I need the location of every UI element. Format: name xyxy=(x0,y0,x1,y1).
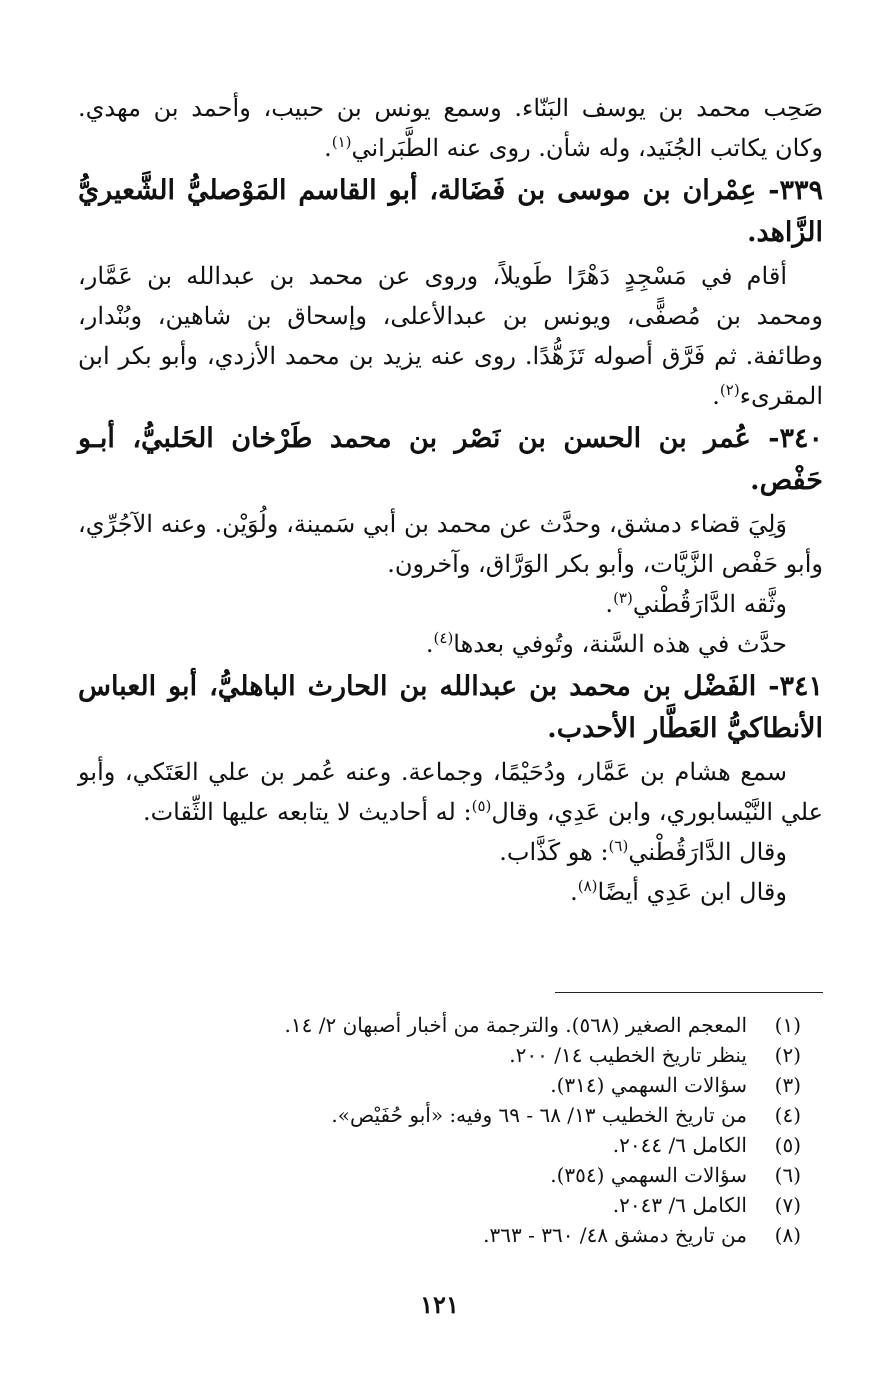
footnote-ref[interactable]: (٣) xyxy=(613,589,633,607)
footnotes xyxy=(101,1010,801,1250)
entry-heading-341: ٣٤١- الفَضْل بن محمد بن عبدالله بن الحارث الباهليُّ، أبو العباس الأنطاكيُّ العَطَّار الأحدب. xyxy=(78,671,823,744)
footnote-number: (١) xyxy=(774,1013,801,1037)
footnote-number: (٧) xyxy=(774,1193,801,1217)
footnote xyxy=(101,1070,801,1100)
entry-heading-339: ٣٣٩- عِمْران بن موسى بن فَضَالة، أبو القاسم المَوْصليُّ الشَّعيريُّ الزَّاهد. xyxy=(78,175,823,248)
footnote xyxy=(101,1040,801,1070)
footnote-number: (٨) xyxy=(774,1223,801,1247)
footnote-text: سؤالات السهمي (٣٥٤). xyxy=(550,1163,747,1187)
footnote xyxy=(101,1220,801,1250)
footnote-number: (٣) xyxy=(774,1073,801,1097)
footnote-text: من تاريخ دمشق ٤٨/ ٣٦٠ - ٣٦٣. xyxy=(483,1223,747,1247)
footnote-number: (٥) xyxy=(774,1133,801,1157)
footnote-ref[interactable]: (٢) xyxy=(719,381,740,399)
footnote-number: (٤) xyxy=(774,1103,801,1127)
paragraph: سمع هشام بن عَمَّار، ودُحَيْمًا، وجماعة. وعنه عُمر بن علي العَتَكي، وأبو علي النَّيْسابوري، وابن عَدِي، وقال$^{(٥)}$: له أحاديث لا يتابعه عليها الثِّقات. xyxy=(78,758,823,826)
footnote-ref[interactable]: (١) xyxy=(331,133,352,151)
paragraph: أقام في مَسْجِدٍ دَهْرًا طَويلاً، وروى عن محمد بن عبدالله بن عَمَّار، ومحمد بن مُصفًّى، ويونس بن عبدالأعلى، وإسحاق بن شاهين، وبُنْدار، وطائفة. ثم فَرَّق أصوله تَزَهُّدًا. روى عنه يزيد بن محمد الأزدي، وأبو بكر ابن المقرىء$^{(٢)}$. xyxy=(78,262,823,410)
footnote-text: الكامل ٦/ ٢٠٤٤. xyxy=(612,1133,747,1157)
footnote xyxy=(101,1130,801,1160)
main-text xyxy=(78,88,823,912)
footnote xyxy=(101,1160,801,1190)
footnote-text: الكامل ٦/ ٢٠٤٣. xyxy=(612,1193,747,1217)
footnote-ref[interactable]: (٤) xyxy=(433,629,454,647)
footnote-text: سؤالات السهمي (٣١٤). xyxy=(550,1073,747,1097)
paragraph: وثَّقه الدَّارَقُطْني$^{(٣)}$. xyxy=(605,589,787,618)
page-number: ١٢١ xyxy=(420,1290,459,1319)
footnote xyxy=(101,1190,801,1220)
paragraph: صَحِب محمد بن يوسف البَنّاء. وسمع يونس بن حبيب، وأحمد بن مهدي. وكان يكاتب الجُنَيد، وله شأن. روى عنه الطَّبَراني$^{(١)}$. xyxy=(78,94,823,162)
footnote-ref[interactable]: (٦) xyxy=(608,837,629,855)
footnote-ref[interactable]: (٥) xyxy=(471,797,492,815)
footnote-number: (٢) xyxy=(774,1043,801,1067)
footnote-text: ينظر تاريخ الخطيب ١٤/ ٢٠٠. xyxy=(509,1043,747,1067)
entry-heading-340: ٣٤٠- عُمر بن الحسن بن نَصْر بن محمد طَرْخان الحَلبيُّ، أبـو حَفْص. xyxy=(78,423,823,496)
footnote-divider xyxy=(555,992,823,993)
footnote-number: (٦) xyxy=(774,1163,801,1187)
footnote-text: المعجم الصغير (٥٦٨). والترجمة من أخبار أصبهان ٢/ ١٤. xyxy=(284,1013,747,1037)
paragraph: وقال الدَّارَقُطْني$^{(٦)}$: هو كَذَّاب. xyxy=(499,837,787,866)
paragraph: وَلِيَ قضاء دمشق، وحدَّث عن محمد بن أبي سَمينة، ولُوَيْن. وعنه الآجُرِّي، وأبو حَفْص الزَّيَّات، وأبو بكر الوَرَّاق، وآخرون. xyxy=(78,510,823,578)
paragraph: وقال ابن عَدِي أيضًا$^{(٨)}$. xyxy=(570,877,787,906)
footnote xyxy=(101,1010,801,1040)
footnote-ref[interactable]: (٨) xyxy=(577,877,598,895)
footnote xyxy=(101,1100,801,1130)
footnote-text: من تاريخ الخطيب ١٣/ ٦٨ - ٦٩ وفيه: «أبو حُفَيْص». xyxy=(331,1103,747,1127)
paragraph: حدَّث في هذه السَّنة، وتُوفي بعدها$^{(٤)}$. xyxy=(425,629,787,658)
